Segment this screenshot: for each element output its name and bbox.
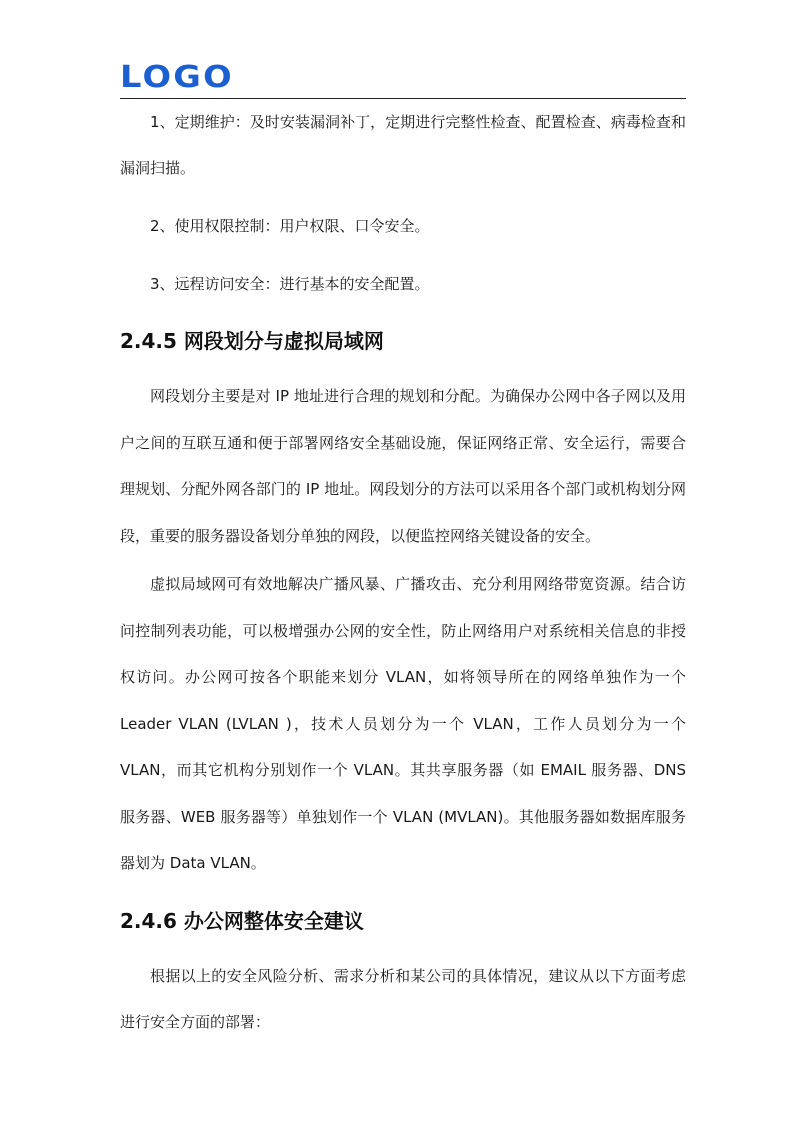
section-paragraph: 虚拟局域网可有效地解决广播风暴、广播攻击、充分利用网络带宽资源。结合访问控制列表功能，可以极增强办公网的安全性，防止网络用户对系统相关信息的非授权访问。办公网可按各个职能来划分 VLAN，如将领导所在的网络单独作为一个 Leader VLAN (LVLAN )，技术人员划分为一个 VLAN，工作人员划分为一个 VLAN，而其它机构分别划作一个 VLAN。其共享服务器（如 EMAIL 服务器、DNS 服务器、WEB 服务器等）单独划作一个 VLAN (MVLAN)。其他服务器如数据库服务器划为 Data VLAN。 [120, 575, 686, 872]
logo: LOGO [120, 60, 234, 95]
list-item: 3、远程访问安全：进行基本的安全配置。 [150, 275, 430, 293]
section-paragraph: 网段划分主要是对 IP 地址进行合理的规划和分配。为确保办公网中各子网以及用户之间的互联互通和便于部署网络安全基础设施，保证网络正常、安全运行，需要合理规划、分配外网各部门的 IP 地址。网段划分的方法可以采用各个部门或机构划分网段，重要的服务器设备划分单独的网段，以便监控网络关键设备的安全。 [120, 387, 686, 545]
section-heading-2-4-6: 2.4.6 办公网整体安全建议 [120, 908, 364, 933]
list-item: 1、定期维护：及时安装漏洞补丁，定期进行完整性检查、配置检查、病毒检查和漏洞扫描。 [120, 113, 686, 177]
section-paragraph: 根据以上的安全风险分析、需求分析和某公司的具体情况，建议从以下方面考虑进行安全方面的部署： [120, 966, 686, 1031]
section-heading-2-4-5: 2.4.5 网段划分与虚拟局域网 [120, 329, 384, 353]
list-item: 2、使用权限控制：用户权限、口令安全。 [150, 217, 430, 235]
page-content [120, 99, 686, 1046]
